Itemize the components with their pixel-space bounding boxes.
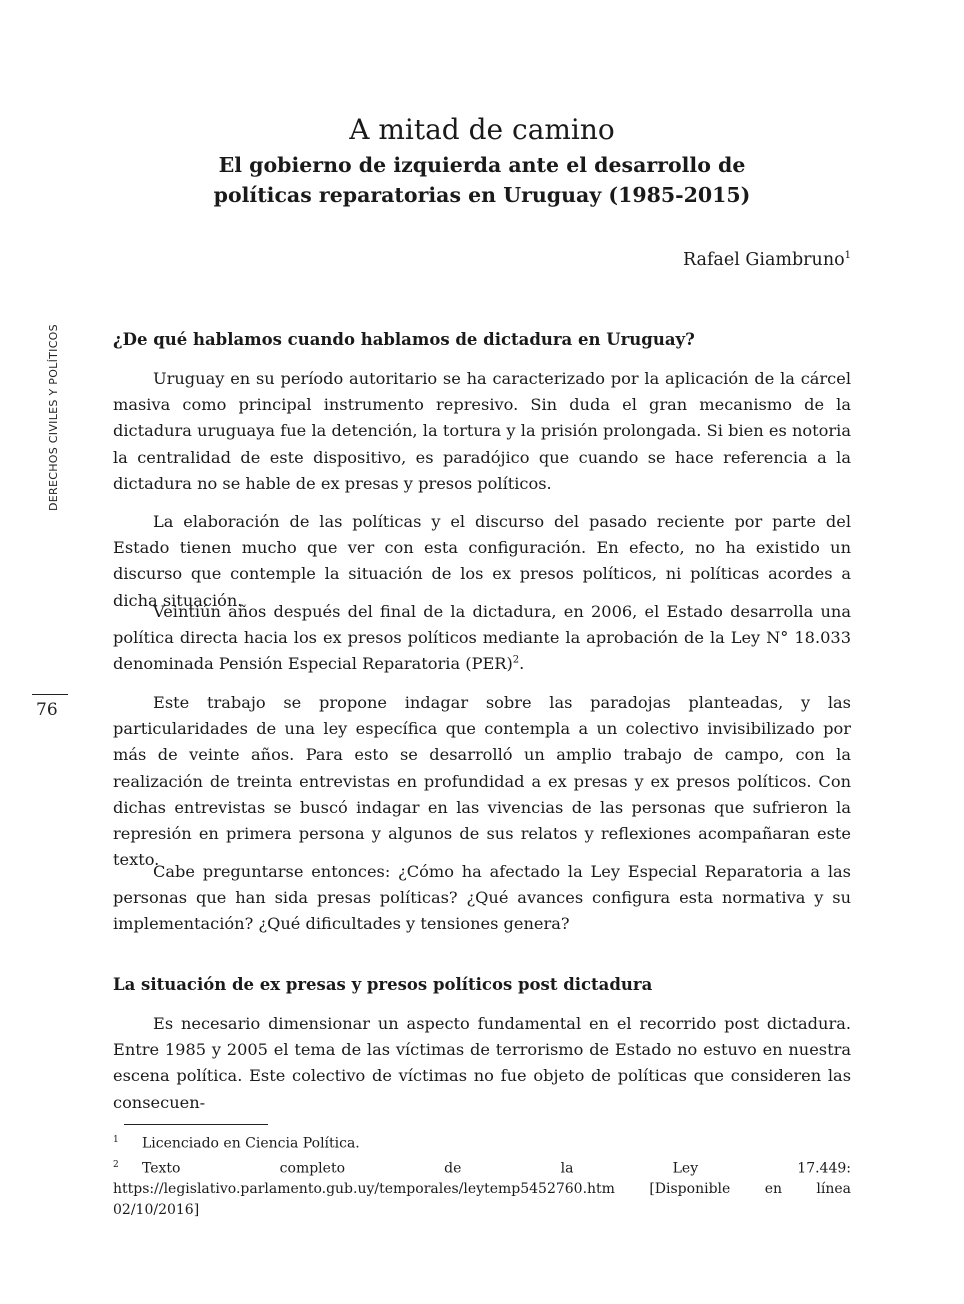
paragraph-1	[113, 366, 851, 497]
paragraph-4	[113, 690, 851, 873]
page-number-rule	[32, 694, 68, 695]
footnote-rule	[124, 1124, 268, 1125]
subtitle-line-1: El gobierno de izquierda ante el desarrollo de	[218, 153, 746, 177]
author-line	[500, 250, 851, 270]
footnote-text[interactable]: Texto completo de la Ley 17.449: https://legislativo.parlamento.gub.uy/temporales/leytemp5452760.htm [Disponible en línea 02/10/2016]	[113, 1160, 851, 1219]
footnote-text: Licenciado en Ciencia Política.	[142, 1135, 360, 1152]
footnotes	[113, 1130, 851, 1221]
side-section-label-text: DERECHOS CIVILES Y POLÍTICOS	[47, 324, 60, 511]
article-title: A mitad de camino	[349, 113, 615, 146]
paragraph-6	[113, 1011, 851, 1116]
page-number: 76	[36, 700, 58, 720]
paragraph-5	[113, 859, 851, 938]
section-heading: La situación de ex presas y presos políticos post dictadura	[113, 975, 653, 994]
footnote-1	[113, 1130, 851, 1155]
side-section-label	[47, 315, 63, 515]
footnote-number: 1	[113, 1135, 119, 1145]
footnote-number: 2	[113, 1159, 119, 1170]
section-2	[113, 972, 851, 998]
footnote-2	[113, 1155, 851, 1222]
section-heading: ¿De qué hablamos cuando hablamos de dictadura en Uruguay?	[113, 330, 695, 349]
footnote-ref-2[interactable]: 2	[512, 655, 520, 667]
article-subtitle	[112, 150, 852, 210]
paragraph-text-container	[113, 599, 851, 678]
paragraph-text: Veintiún años después del final de la dictadura, en 2006, el Estado desarrolla una política directa hacia los ex presos políticos mediante la aprobación de la Ley N° 18.033 denominada Pensión Especial Reparatoria (PER)	[113, 602, 851, 674]
author-name: Rafael Giambruno	[682, 250, 845, 270]
paragraph-text: Este trabajo se propone indagar sobre las paradojas planteadas, y las particularidades de una ley específica que contempla a un colectivo invisibilizado por más de veinte años. Para esto se desarrolló un amplio trabajo de campo, con la realización de treinta entrevistas en profundidad a ex presas y ex presos políticos. Con dichas entrevistas se buscó indagar en las vivencias de las personas que sufrieron la represión en primera persona y algunos de sus relatos y reflexiones acompañaran este texto.	[113, 693, 851, 870]
author-footnote-ref[interactable]: 1	[844, 250, 851, 262]
paragraph-text: Uruguay en su período autoritario se ha caracterizado por la aplicación de la cárcel masiva como principal instrumento represivo. Sin duda el gran mecanismo de la dictadura uruguaya fue la detención, la tortura y la prisión prolongada. Si bien es notoria la centralidad de este dispositivo, es paradójico que cuando se hace referencia a la dictadura no se hable de ex presas y presos políticos.	[113, 369, 851, 493]
paragraph-text: La elaboración de las políticas y el discurso del pasado reciente por parte del Estado tienen mucho que ver con esta configuración. En efecto, no ha existido un discurso que contemple la situación de los ex presos políticos, ni políticas acordes a dicha situación.	[113, 512, 851, 610]
section-1	[113, 327, 851, 353]
subtitle-line-2: políticas reparatorias en Uruguay (1985-2015)	[213, 183, 751, 207]
title-block	[112, 112, 852, 210]
paragraph-text: Es necesario dimensionar un aspecto fundamental en el recorrido post dictadura. Entre 1985 y 2005 el tema de las víctimas de terrorismo de Estado no estuvo en nuestra escena política. Este colectivo de víctimas no fue objeto de políticas que consideren las consecuen-	[113, 1014, 851, 1112]
paragraph-text: Cabe preguntarse entonces: ¿Cómo ha afectado la Ley Especial Reparatoria a las personas que han sida presas políticas? ¿Qué avances configura esta normativa y su implementación? ¿Qué dificultades y tensiones genera?	[113, 862, 851, 934]
paragraph-end: .	[519, 654, 525, 674]
paragraph-3	[113, 599, 851, 678]
